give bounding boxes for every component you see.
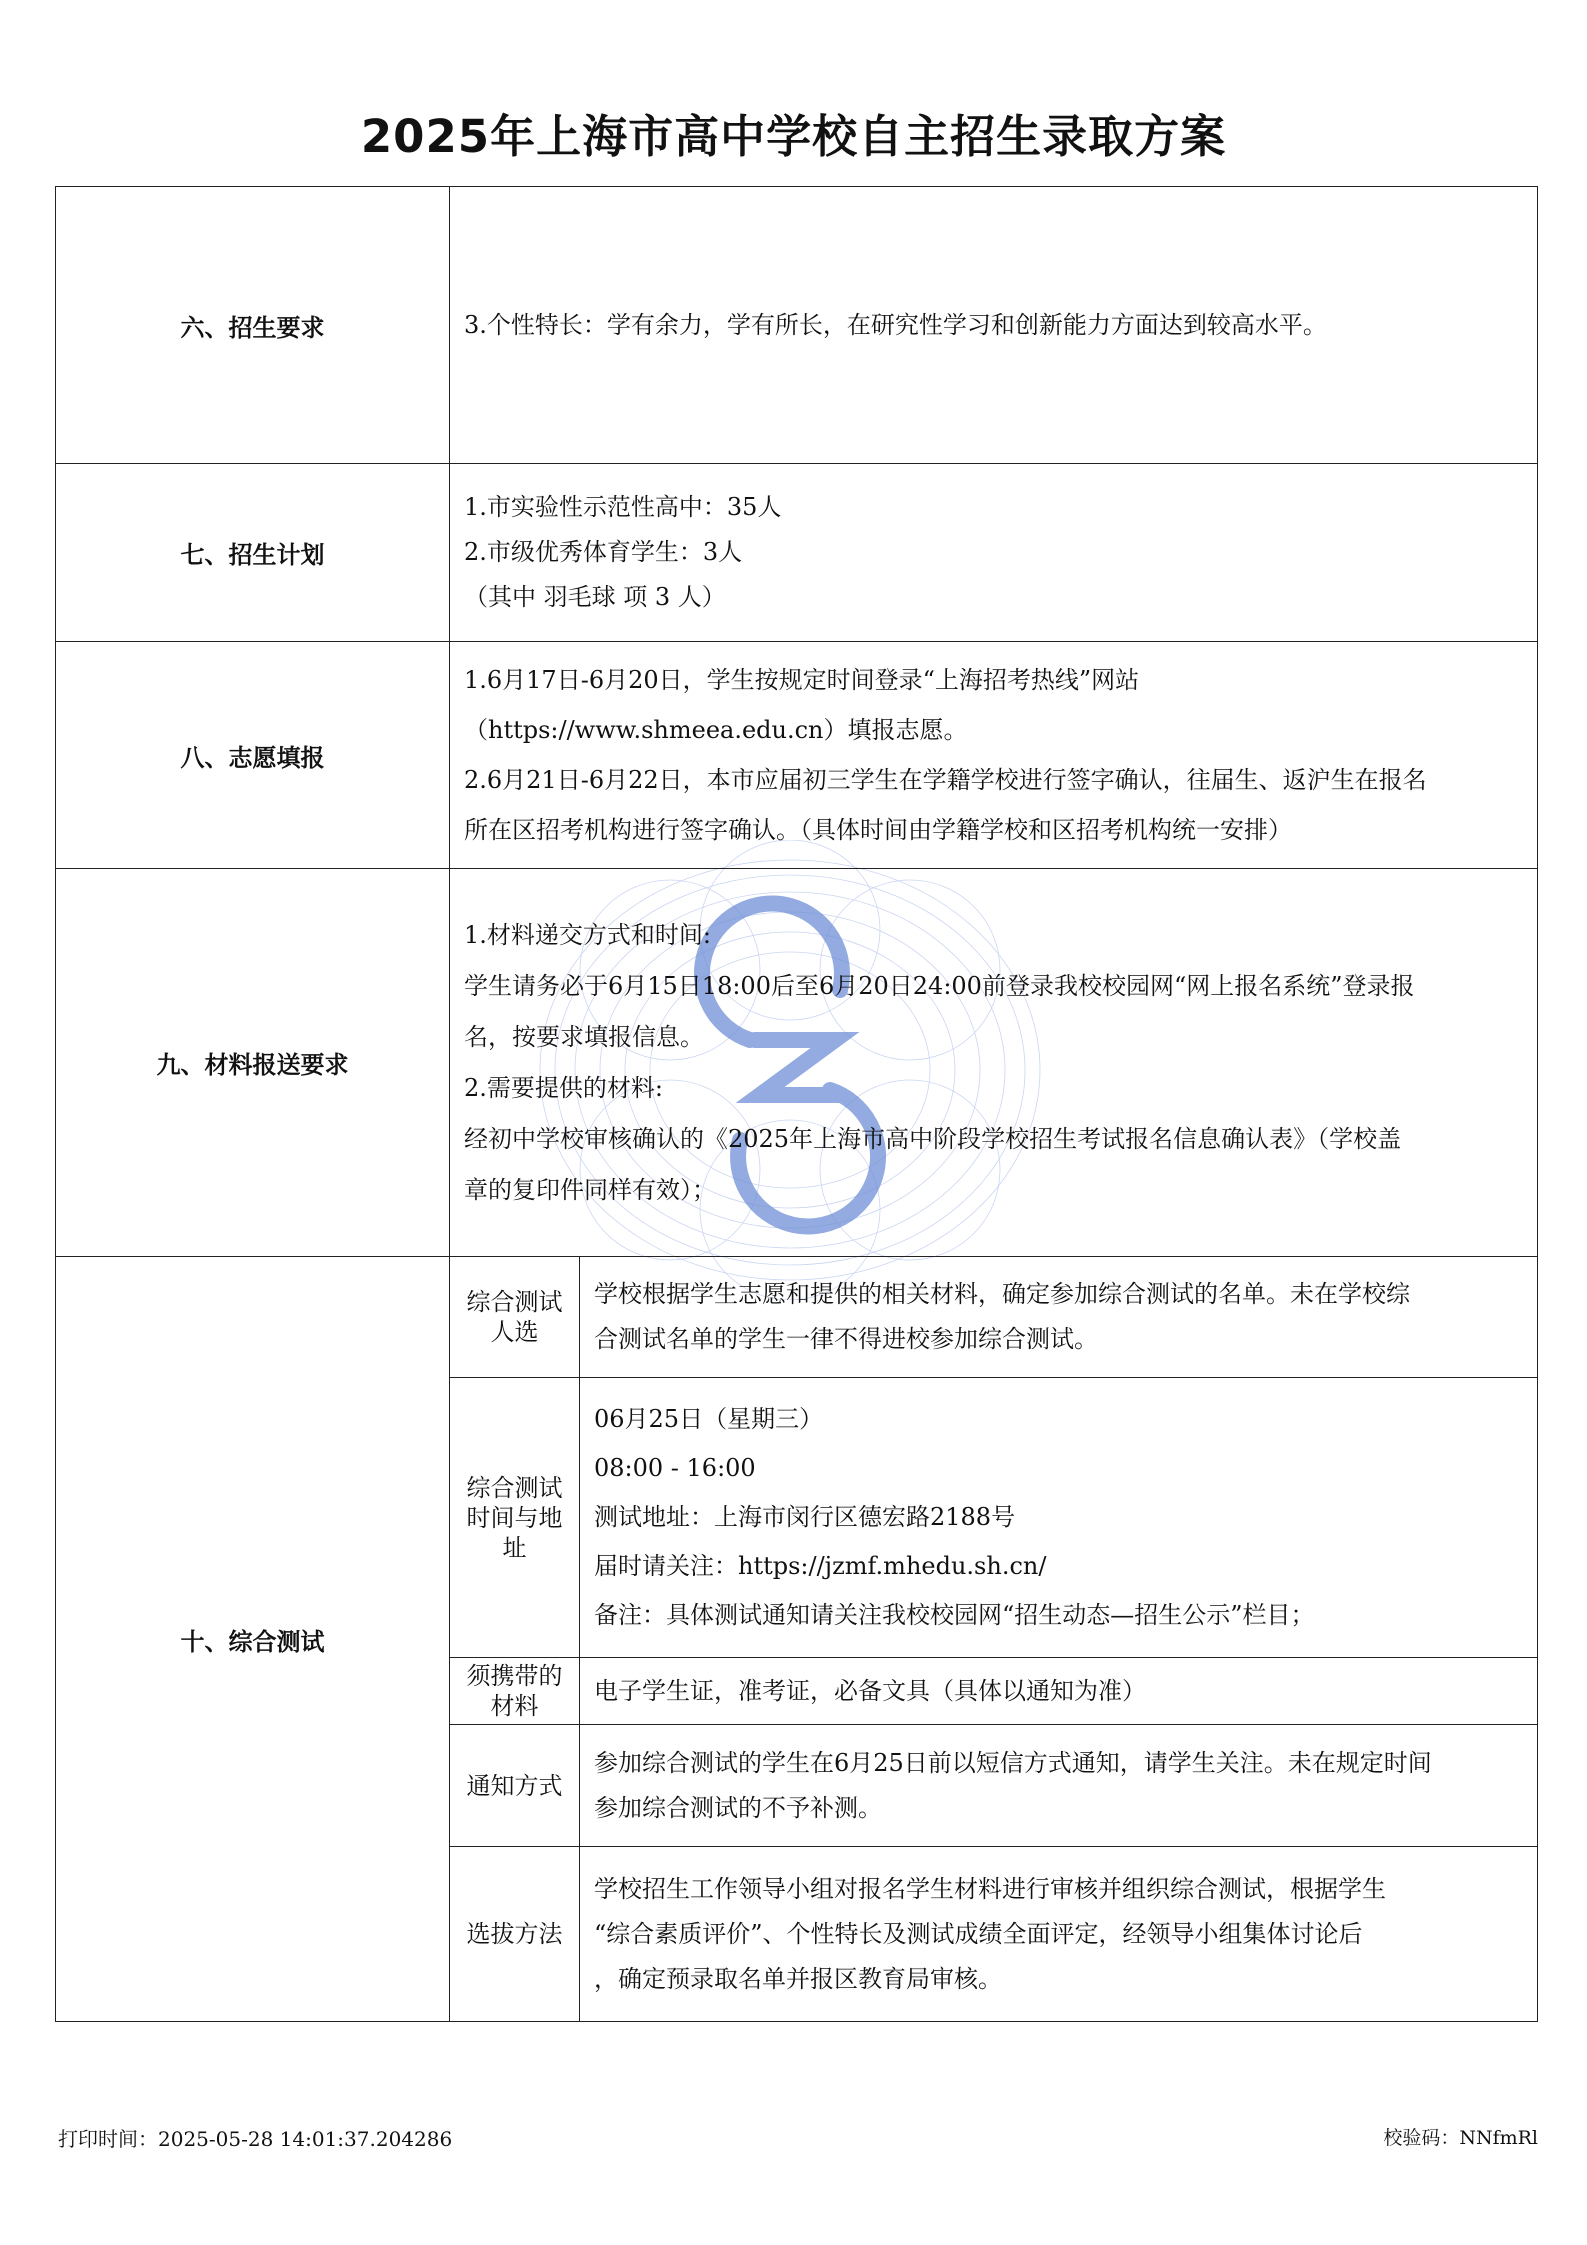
content-line: 2.市级优秀体育学生：3人	[464, 538, 743, 566]
content-line: 2.需要提供的材料:	[464, 1073, 663, 1102]
content-line: 1.6月17日-6月20日，学生按规定时间登录“上海招考热线”网站	[464, 666, 1140, 694]
subsection-content	[580, 1378, 1538, 1658]
content-line: 章的复印件同样有效）；	[464, 1175, 716, 1204]
label-line: 选拔方法	[466, 1920, 563, 1948]
section-label: 十、综合测试	[56, 1257, 450, 2022]
verify-code: 校验码：NNfmRl	[1383, 2127, 1538, 2149]
section-label: 七、招生计划	[56, 464, 450, 642]
section-content	[450, 642, 1538, 869]
subsection-label	[450, 1378, 580, 1658]
content-line: 经初中学校审核确认的《2025年上海市高中阶段学校招生考试报名信息确认表》（学校盖	[464, 1124, 1402, 1153]
content-line: 备注：具体测试通知请关注我校校园网“招生动态—招生公示”栏目；	[594, 1601, 1315, 1629]
admission-plan-table	[55, 186, 1538, 2022]
content-line: 参加综合测试的不予补测。	[594, 1793, 882, 1822]
label-line: 材料	[490, 1692, 539, 1720]
section-application-filling	[56, 642, 1538, 869]
content-line: 电子学生证，准考证，必备文具（具体以通知为准）	[594, 1676, 1146, 1705]
content-line: 测试地址：上海市闵行区德宏路2188号	[594, 1503, 1016, 1531]
section-admission-plan	[56, 464, 1538, 642]
subsection-label	[450, 1257, 580, 1378]
content-line: （https://www.shmeea.edu.cn）填报志愿。	[464, 716, 968, 744]
section-content	[450, 464, 1538, 642]
subsection-content	[580, 1658, 1538, 1725]
label-line: 时间与地	[466, 1503, 563, 1532]
content-line: 学生请务必于6月15日18:00后至6月20日24:00前登录我校校园网“网上报名系统”登录报	[464, 971, 1415, 1000]
label-line: 通知方式	[466, 1771, 563, 1800]
content-line: 06月25日（星期三）	[594, 1405, 824, 1433]
subsection-content	[580, 1257, 1538, 1378]
subsection-label	[450, 1658, 580, 1725]
print-time: 打印时间：2025-05-28 14:01:37.204286	[58, 2127, 453, 2151]
label-line: 综合测试	[466, 1288, 563, 1316]
section-admission-requirements	[56, 187, 1538, 464]
section-label: 八、志愿填报	[56, 642, 450, 869]
content-line: ，确定预录取名单并报区教育局审核。	[594, 1964, 1002, 1993]
label-line: 综合测试	[466, 1473, 563, 1502]
page-title: 2025年上海市高中学校自主招生录取方案	[360, 110, 1227, 163]
content-line: 所在区招考机构进行签字确认。（具体时间由学籍学校和区招考机构统一安排）	[464, 816, 1292, 844]
section-comprehensive-test-candidates	[56, 1257, 1538, 1378]
content-line: 合测试名单的学生一律不得进校参加综合测试。	[594, 1325, 1098, 1353]
section-content	[450, 869, 1538, 1257]
label-line: 须携带的	[466, 1662, 563, 1690]
section-content	[450, 187, 1538, 464]
content-line: （其中 羽毛球 项 3 人）	[464, 583, 726, 611]
subsection-label	[450, 1847, 580, 2022]
content-line: 08:00 - 16:00	[594, 1454, 756, 1482]
subsection-content	[580, 1847, 1538, 2022]
section-material-submission	[56, 869, 1538, 1257]
content-line: 3.个性特长：学有余力，学有所长，在研究性学习和创新能力方面达到较高水平。	[464, 311, 1327, 339]
content-line: 学校招生工作领导小组对报名学生材料进行审核并组织综合测试，根据学生	[594, 1874, 1386, 1903]
content-line: 届时请关注：https://jzmf.mhedu.sh.cn/	[594, 1552, 1047, 1580]
content-line: 学校根据学生志愿和提供的相关材料，确定参加综合测试的名单。未在学校综	[594, 1280, 1410, 1308]
section-label: 六、招生要求	[56, 187, 450, 464]
content-line: 名，按要求填报信息。	[464, 1022, 704, 1051]
label-line: 址	[502, 1533, 527, 1562]
subsection-label	[450, 1725, 580, 1847]
content-line: 2.6月21日-6月22日，本市应届初三学生在学籍学校进行签字确认，往届生、返沪生在报名	[464, 766, 1427, 794]
content-line: “综合素质评价”、个性特长及测试成绩全面评定，经领导小组集体讨论后	[594, 1919, 1363, 1948]
content-line: 1.材料递交方式和时间:	[464, 920, 711, 949]
content-line: 1.市实验性示范性高中：35人	[464, 493, 782, 521]
subsection-content	[580, 1725, 1538, 1847]
section-label: 九、材料报送要求	[56, 869, 450, 1257]
label-line: 人选	[490, 1318, 539, 1346]
content-line: 参加综合测试的学生在6月25日前以短信方式通知，请学生关注。未在规定时间	[594, 1748, 1432, 1777]
